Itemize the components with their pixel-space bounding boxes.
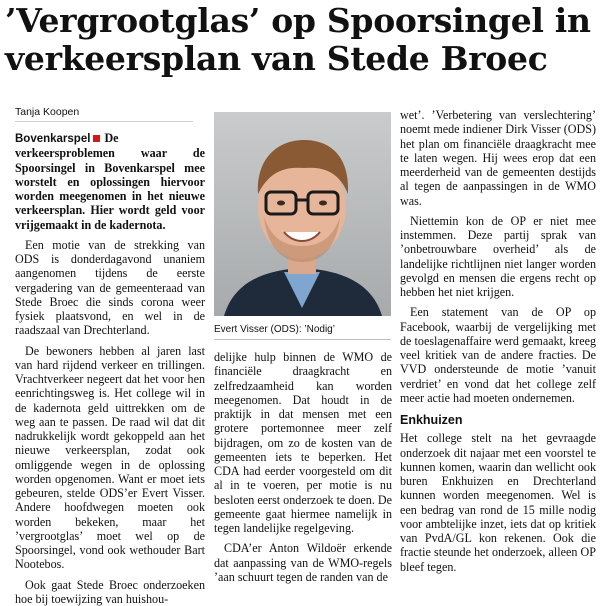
photo-caption: Evert Visser (ODS): ’Nodig’ (214, 324, 391, 340)
lead-place: Bovenkarspel (15, 133, 90, 145)
column-1 (15, 131, 205, 606)
column-3 (400, 108, 596, 574)
body-paragraph: Een statement van de OP op Facebook, waarbij de vergelijking met de toeslagenaffaire werd gemaakt, kreeg veel kritiek van de andere fracties. De VVD ondersteunde de motie ’vanuit verdriet’ en vond dat het college zelf meer actie had moeten ondernemen. (400, 305, 596, 405)
body-paragraph: delijke hulp binnen de WMO de financiële draagkracht en zelfredzaamheid kan worden meegenomen. Dat houdt in de praktijk in dat mensen met een grotere portemonnee meer zelf bijdragen, om zo de kosten van de gemeenten iets te beperken. Het CDA had eerder voorgesteld om dit al in te voeren, per motie is nu besloten eerst onderzoek te doen. De gemeente gaat hiermee namelijk in tegen landelijke regelgeving. (214, 350, 392, 535)
column-2 (214, 350, 392, 584)
portrait-illustration (214, 112, 391, 316)
headline: ’Vergrootglas’ op Spoorsingel in verkeersplan van Stede Broec (5, 2, 603, 78)
lead-paragraph (15, 131, 205, 232)
body-paragraph: Ook gaat Stede Broec onderzoeken hoe bij toewijzing van huishou- (15, 578, 205, 606)
body-paragraph: Het college stelt na het gevraagde onderzoek dit najaar met een voorstel te kunnen komen, waarin dan wellicht ook buren Enkhuizen en Drechterland kunnen worden meegenomen. Wel is een bedrag van rond de 15 mille nodig voor ambtelijke inzet, iets dat op kritiek van PvdA/GL kon rekenen. Ook die fractie steunde het onderzoek, alleen OP bleef tegen. (400, 431, 596, 574)
lead-text: De verkeersproblemen waar de Spoorsingel in Bovenkarspel mee worstelt en oplossingen hiervoor worden meegenomen in het nieuwe verkeersplan. Hier wordt geld voor vrijgemaakt in de kadernota. (15, 131, 205, 232)
byline: Tanja Koopen (15, 106, 193, 122)
red-square-icon (93, 135, 100, 142)
body-paragraph: De bewoners hebben al jaren last van hard rijdend verkeer en trillingen. Vrachtverkeer negeert dat het voor hen eenrichtingsweg is. Het college wil in de kadernota geld uittrekken om de weg aan te passen. De raad wil dat dit nadrukkelijk wordt gekoppeld aan het nieuwe verkeersplan, zodat ook omliggende wegen in de oplossing worden opgenomen. Want er moet iets gebeuren, stelde ODS’er Evert Visser. Andere hoofdwegen moeten ook worden bekeken, maar het ’vergrootglas’ moet wel op de Spoorsingel, vond ook wethouder Bart Nootebos. (15, 344, 205, 572)
subheading: Enkhuizen (400, 413, 596, 427)
portrait-photo (214, 112, 391, 316)
body-paragraph: Niettemin kon de OP er niet mee instemmen. Deze partij sprak van ’onbetrouwbare overheid’ als de landelijke richtlijnen niet langer worden gevolgd en mensen die ergens recht op hebben het niet krijgen. (400, 214, 596, 300)
body-paragraph: wet’. ’Verbetering van verslechtering’ noemt mede indiener Dirk Visser (ODS) het plan om financiële draagkracht mee te laten wegen. Hij wees erop dat een meerderheid van de gemeenten destijds al tegen de aanpassingen in de WMO was. (400, 108, 596, 208)
body-paragraph: Een motie van de strekking van ODS is donderdagavond unaniem aangenomen tijdens de eerste vergadering van de gemeenteraad van Stede Broec die sinds corona weer fysiek plaatsvond, en wel in de raadszaal van Drechterland. (15, 238, 205, 338)
body-paragraph: CDA’er Anton Wildoër erkende dat aanpassing van de WMO-regels ’aan schuurt tegen de randen van de (214, 541, 392, 584)
